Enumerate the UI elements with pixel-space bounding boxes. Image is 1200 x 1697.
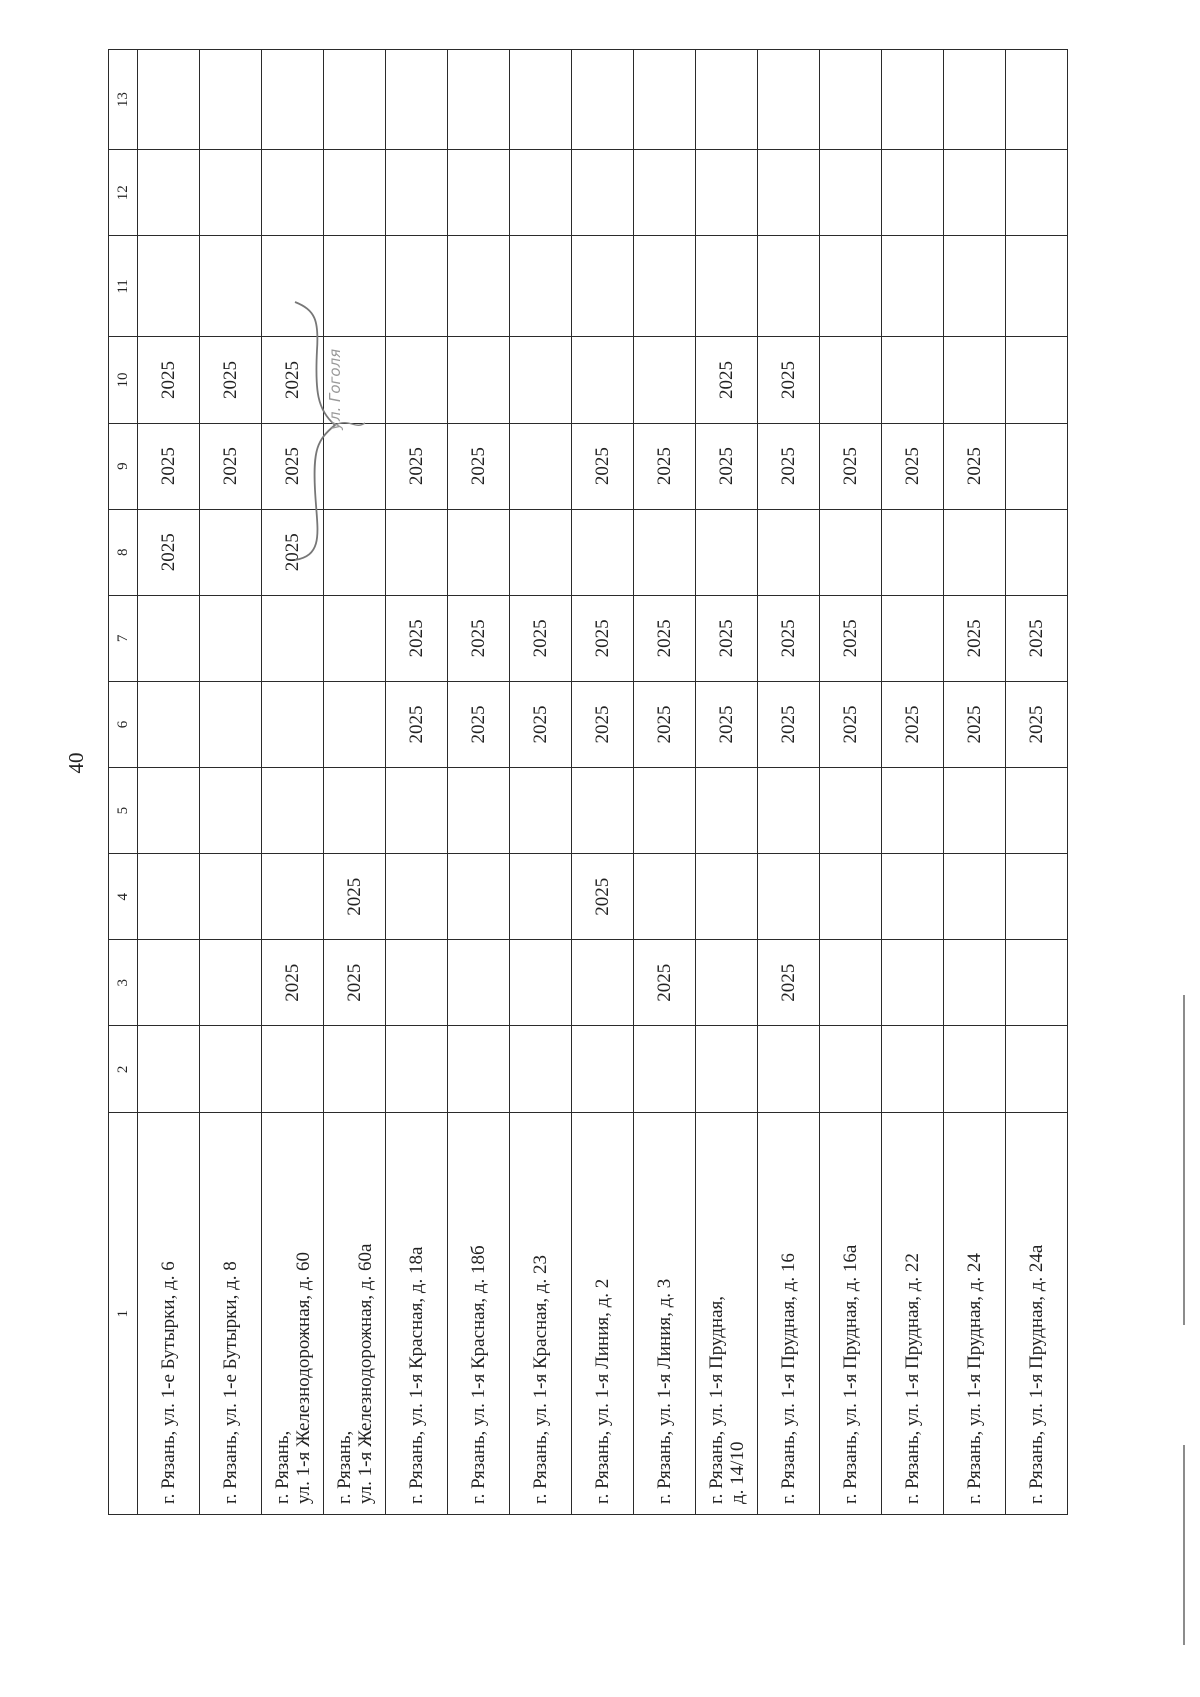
table-row bbox=[820, 50, 882, 1515]
year-cell-col-6: 2025 bbox=[510, 681, 572, 767]
year-cell-col-10 bbox=[820, 337, 882, 423]
svg-text:ул. Гоголя: ул. Гоголя bbox=[326, 348, 344, 430]
year-cell-col-9: 2025 bbox=[696, 423, 758, 509]
year-cell-col-5 bbox=[324, 768, 386, 854]
year-cell-col-11 bbox=[758, 236, 820, 337]
year-cell-col-8 bbox=[200, 509, 262, 595]
year-cell-col-7 bbox=[324, 595, 386, 681]
year-cell-col-6: 2025 bbox=[1006, 681, 1068, 767]
year-cell-col-12 bbox=[758, 150, 820, 236]
year-cell-col-12 bbox=[200, 150, 262, 236]
table-row bbox=[634, 50, 696, 1515]
year-cell-col-9: 2025 bbox=[944, 423, 1006, 509]
year-cell-col-2 bbox=[1006, 1026, 1068, 1113]
rotated-table-container bbox=[108, 49, 1068, 1515]
year-cell-col-7: 2025 bbox=[1006, 595, 1068, 681]
address-cell: г. Рязань, ул. 1-я Железнодорожная, д. 60 bbox=[262, 1113, 324, 1515]
year-cell-col-10 bbox=[882, 337, 944, 423]
year-cell-col-5 bbox=[820, 768, 882, 854]
year-cell-col-8 bbox=[944, 509, 1006, 595]
year-cell-col-6: 2025 bbox=[882, 681, 944, 767]
year-cell-col-4 bbox=[820, 854, 882, 940]
year-cell-col-5 bbox=[510, 768, 572, 854]
year-cell-col-4 bbox=[262, 854, 324, 940]
year-cell-col-2 bbox=[944, 1026, 1006, 1113]
year-cell-col-5 bbox=[882, 768, 944, 854]
year-cell-col-13 bbox=[882, 50, 944, 150]
year-cell-col-6: 2025 bbox=[758, 681, 820, 767]
page-number: 40 bbox=[64, 752, 88, 774]
year-cell-col-13 bbox=[262, 50, 324, 150]
year-cell-col-10 bbox=[386, 337, 448, 423]
year-cell-col-2 bbox=[820, 1026, 882, 1113]
column-header-13: 13 bbox=[109, 50, 138, 150]
year-cell-col-3 bbox=[820, 940, 882, 1026]
year-cell-col-3 bbox=[448, 940, 510, 1026]
year-cell-col-3 bbox=[1006, 940, 1068, 1026]
address-cell: г. Рязань, ул. 1-е Бутырки, д. 8 bbox=[200, 1113, 262, 1515]
address-cell: г. Рязань, ул. 1-я Железнодорожная, д. 60а bbox=[324, 1113, 386, 1515]
scan-edge-line bbox=[1183, 1445, 1185, 1645]
year-cell-col-4 bbox=[510, 854, 572, 940]
year-cell-col-10: 2025 bbox=[758, 337, 820, 423]
year-cell-col-3 bbox=[696, 940, 758, 1026]
year-cell-col-3 bbox=[138, 940, 200, 1026]
table-row bbox=[448, 50, 510, 1515]
year-cell-col-11 bbox=[386, 236, 448, 337]
year-cell-col-5 bbox=[138, 768, 200, 854]
column-header-8: 8 bbox=[109, 509, 138, 595]
address-cell: г. Рязань, ул. 1-я Красная, д. 23 bbox=[510, 1113, 572, 1515]
year-cell-col-7: 2025 bbox=[820, 595, 882, 681]
table-row bbox=[572, 50, 634, 1515]
column-header-10: 10 bbox=[109, 337, 138, 423]
year-cell-col-12 bbox=[138, 150, 200, 236]
year-cell-col-2 bbox=[324, 1026, 386, 1113]
schedule-table bbox=[108, 49, 1068, 1515]
address-cell: г. Рязань, ул. 1-я Прудная, д. 14/10 bbox=[696, 1113, 758, 1515]
year-cell-col-13 bbox=[200, 50, 262, 150]
year-cell-col-2 bbox=[882, 1026, 944, 1113]
address-cell: г. Рязань, ул. 1-я Красная, д. 18а bbox=[386, 1113, 448, 1515]
year-cell-col-6: 2025 bbox=[572, 681, 634, 767]
column-header-4: 4 bbox=[109, 854, 138, 940]
year-cell-col-9: 2025 bbox=[200, 423, 262, 509]
year-cell-col-13 bbox=[634, 50, 696, 150]
year-cell-col-2 bbox=[696, 1026, 758, 1113]
year-cell-col-13 bbox=[944, 50, 1006, 150]
year-cell-col-13 bbox=[324, 50, 386, 150]
year-cell-col-11 bbox=[510, 236, 572, 337]
table-row bbox=[758, 50, 820, 1515]
year-cell-col-8 bbox=[572, 509, 634, 595]
year-cell-col-11 bbox=[634, 236, 696, 337]
year-cell-col-9: 2025 bbox=[262, 423, 324, 509]
year-cell-col-12 bbox=[448, 150, 510, 236]
year-cell-col-12 bbox=[820, 150, 882, 236]
table-row bbox=[510, 50, 572, 1515]
year-cell-col-2 bbox=[448, 1026, 510, 1113]
year-cell-col-8 bbox=[386, 509, 448, 595]
table-header-row bbox=[109, 50, 138, 1515]
address-cell: г. Рязань, ул. 1-я Красная, д. 18б bbox=[448, 1113, 510, 1515]
year-cell-col-10: 2025 bbox=[200, 337, 262, 423]
address-cell: г. Рязань, ул. 1-я Прудная, д. 16 bbox=[758, 1113, 820, 1515]
year-cell-col-12 bbox=[510, 150, 572, 236]
column-header-1: 1 bbox=[109, 1113, 138, 1515]
year-cell-col-4 bbox=[138, 854, 200, 940]
year-cell-col-10 bbox=[448, 337, 510, 423]
year-cell-col-3 bbox=[510, 940, 572, 1026]
year-cell-col-5 bbox=[572, 768, 634, 854]
year-cell-col-11 bbox=[262, 236, 324, 337]
year-cell-col-2 bbox=[262, 1026, 324, 1113]
year-cell-col-8 bbox=[448, 509, 510, 595]
scan-edge-line bbox=[1183, 995, 1185, 1325]
year-cell-col-2 bbox=[510, 1026, 572, 1113]
year-cell-col-2 bbox=[386, 1026, 448, 1113]
year-cell-col-12 bbox=[1006, 150, 1068, 236]
year-cell-col-12 bbox=[262, 150, 324, 236]
year-cell-col-6: 2025 bbox=[634, 681, 696, 767]
year-cell-col-4 bbox=[882, 854, 944, 940]
year-cell-col-7 bbox=[200, 595, 262, 681]
year-cell-col-3 bbox=[200, 940, 262, 1026]
address-cell: г. Рязань, ул. 1-я Прудная, д. 16а bbox=[820, 1113, 882, 1515]
year-cell-col-7 bbox=[262, 595, 324, 681]
year-cell-col-11 bbox=[696, 236, 758, 337]
year-cell-col-9: 2025 bbox=[386, 423, 448, 509]
year-cell-col-9: 2025 bbox=[448, 423, 510, 509]
year-cell-col-6: 2025 bbox=[386, 681, 448, 767]
address-cell: г. Рязань, ул. 1-е Бутырки, д. 6 bbox=[138, 1113, 200, 1515]
year-cell-col-4: 2025 bbox=[572, 854, 634, 940]
year-cell-col-7: 2025 bbox=[510, 595, 572, 681]
year-cell-col-11 bbox=[138, 236, 200, 337]
year-cell-col-8 bbox=[324, 509, 386, 595]
year-cell-col-4: 2025 bbox=[324, 854, 386, 940]
year-cell-col-10: 2025 bbox=[696, 337, 758, 423]
year-cell-col-4 bbox=[634, 854, 696, 940]
year-cell-col-7: 2025 bbox=[944, 595, 1006, 681]
year-cell-col-5 bbox=[386, 768, 448, 854]
year-cell-col-10 bbox=[1006, 337, 1068, 423]
year-cell-col-5 bbox=[448, 768, 510, 854]
year-cell-col-11 bbox=[820, 236, 882, 337]
year-cell-col-7: 2025 bbox=[758, 595, 820, 681]
year-cell-col-4 bbox=[1006, 854, 1068, 940]
year-cell-col-13 bbox=[138, 50, 200, 150]
year-cell-col-13 bbox=[820, 50, 882, 150]
column-header-9: 9 bbox=[109, 423, 138, 509]
year-cell-col-8 bbox=[820, 509, 882, 595]
column-header-6: 6 bbox=[109, 681, 138, 767]
year-cell-col-13 bbox=[510, 50, 572, 150]
year-cell-col-8 bbox=[510, 509, 572, 595]
year-cell-col-9: 2025 bbox=[820, 423, 882, 509]
column-header-2: 2 bbox=[109, 1026, 138, 1113]
year-cell-col-2 bbox=[200, 1026, 262, 1113]
year-cell-col-13 bbox=[572, 50, 634, 150]
table-row bbox=[262, 50, 324, 1515]
year-cell-col-10 bbox=[572, 337, 634, 423]
year-cell-col-3 bbox=[572, 940, 634, 1026]
address-cell: г. Рязань, ул. 1-я Линия, д. 2 bbox=[572, 1113, 634, 1515]
year-cell-col-8: 2025 bbox=[138, 509, 200, 595]
address-cell: г. Рязань, ул. 1-я Прудная, д. 24а bbox=[1006, 1113, 1068, 1515]
year-cell-col-4 bbox=[448, 854, 510, 940]
year-cell-col-3 bbox=[386, 940, 448, 1026]
year-cell-col-8 bbox=[634, 509, 696, 595]
table-body bbox=[109, 50, 1068, 1515]
year-cell-col-5 bbox=[262, 768, 324, 854]
year-cell-col-7 bbox=[882, 595, 944, 681]
year-cell-col-9 bbox=[510, 423, 572, 509]
year-cell-col-5 bbox=[944, 768, 1006, 854]
year-cell-col-6: 2025 bbox=[696, 681, 758, 767]
table-row bbox=[944, 50, 1006, 1515]
year-cell-col-9: 2025 bbox=[138, 423, 200, 509]
year-cell-col-12 bbox=[944, 150, 1006, 236]
year-cell-col-8: 2025 bbox=[262, 509, 324, 595]
year-cell-col-11 bbox=[324, 236, 386, 337]
year-cell-col-2 bbox=[634, 1026, 696, 1113]
year-cell-col-8 bbox=[696, 509, 758, 595]
address-cell: г. Рязань, ул. 1-я Линия, д. 3 bbox=[634, 1113, 696, 1515]
year-cell-col-4 bbox=[386, 854, 448, 940]
year-cell-col-6 bbox=[324, 681, 386, 767]
year-cell-col-6 bbox=[200, 681, 262, 767]
year-cell-col-9 bbox=[1006, 423, 1068, 509]
year-cell-col-11 bbox=[448, 236, 510, 337]
year-cell-col-12 bbox=[634, 150, 696, 236]
year-cell-col-12 bbox=[882, 150, 944, 236]
table-row bbox=[1006, 50, 1068, 1515]
year-cell-col-13 bbox=[448, 50, 510, 150]
year-cell-col-6: 2025 bbox=[944, 681, 1006, 767]
year-cell-col-10 bbox=[944, 337, 1006, 423]
table-row bbox=[696, 50, 758, 1515]
year-cell-col-3 bbox=[944, 940, 1006, 1026]
table-row bbox=[200, 50, 262, 1515]
year-cell-col-4 bbox=[758, 854, 820, 940]
year-cell-col-10: 2025 bbox=[262, 337, 324, 423]
year-cell-col-9: 2025 bbox=[634, 423, 696, 509]
year-cell-col-6: 2025 bbox=[820, 681, 882, 767]
year-cell-col-11 bbox=[1006, 236, 1068, 337]
year-cell-col-4 bbox=[200, 854, 262, 940]
year-cell-col-10 bbox=[634, 337, 696, 423]
year-cell-col-12 bbox=[696, 150, 758, 236]
year-cell-col-7: 2025 bbox=[572, 595, 634, 681]
year-cell-col-5 bbox=[696, 768, 758, 854]
year-cell-col-7: 2025 bbox=[448, 595, 510, 681]
year-cell-col-6 bbox=[262, 681, 324, 767]
column-header-7: 7 bbox=[109, 595, 138, 681]
year-cell-col-11 bbox=[200, 236, 262, 337]
year-cell-col-2 bbox=[572, 1026, 634, 1113]
year-cell-col-9: 2025 bbox=[758, 423, 820, 509]
table-row bbox=[324, 50, 386, 1515]
year-cell-col-5 bbox=[758, 768, 820, 854]
year-cell-col-9: 2025 bbox=[882, 423, 944, 509]
column-header-3: 3 bbox=[109, 940, 138, 1026]
year-cell-col-11 bbox=[572, 236, 634, 337]
year-cell-col-11 bbox=[882, 236, 944, 337]
table-row bbox=[138, 50, 200, 1515]
year-cell-col-13 bbox=[696, 50, 758, 150]
year-cell-col-3: 2025 bbox=[634, 940, 696, 1026]
column-header-11: 11 bbox=[109, 236, 138, 337]
year-cell-col-13 bbox=[386, 50, 448, 150]
year-cell-col-12 bbox=[572, 150, 634, 236]
year-cell-col-8 bbox=[1006, 509, 1068, 595]
year-cell-col-9: 2025 bbox=[572, 423, 634, 509]
year-cell-col-5 bbox=[200, 768, 262, 854]
year-cell-col-5 bbox=[1006, 768, 1068, 854]
year-cell-col-8 bbox=[882, 509, 944, 595]
year-cell-col-6: 2025 bbox=[448, 681, 510, 767]
year-cell-col-13 bbox=[1006, 50, 1068, 150]
year-cell-col-10: 2025 bbox=[138, 337, 200, 423]
year-cell-col-9 bbox=[324, 423, 386, 509]
year-cell-col-13 bbox=[758, 50, 820, 150]
year-cell-col-3 bbox=[882, 940, 944, 1026]
year-cell-col-2 bbox=[758, 1026, 820, 1113]
year-cell-col-3: 2025 bbox=[758, 940, 820, 1026]
year-cell-col-4 bbox=[944, 854, 1006, 940]
year-cell-col-10 bbox=[324, 337, 386, 423]
table-row bbox=[386, 50, 448, 1515]
year-cell-col-7: 2025 bbox=[696, 595, 758, 681]
table-row bbox=[882, 50, 944, 1515]
year-cell-col-11 bbox=[944, 236, 1006, 337]
year-cell-col-2 bbox=[138, 1026, 200, 1113]
year-cell-col-3: 2025 bbox=[324, 940, 386, 1026]
year-cell-col-3: 2025 bbox=[262, 940, 324, 1026]
column-header-5: 5 bbox=[109, 768, 138, 854]
address-cell: г. Рязань, ул. 1-я Прудная, д. 24 bbox=[944, 1113, 1006, 1515]
year-cell-col-6 bbox=[138, 681, 200, 767]
year-cell-col-8 bbox=[758, 509, 820, 595]
year-cell-col-7: 2025 bbox=[634, 595, 696, 681]
address-cell: г. Рязань, ул. 1-я Прудная, д. 22 bbox=[882, 1113, 944, 1515]
year-cell-col-10 bbox=[510, 337, 572, 423]
year-cell-col-12 bbox=[324, 150, 386, 236]
year-cell-col-5 bbox=[634, 768, 696, 854]
year-cell-col-12 bbox=[386, 150, 448, 236]
year-cell-col-7: 2025 bbox=[386, 595, 448, 681]
year-cell-col-7 bbox=[138, 595, 200, 681]
year-cell-col-4 bbox=[696, 854, 758, 940]
column-header-12: 12 bbox=[109, 150, 138, 236]
